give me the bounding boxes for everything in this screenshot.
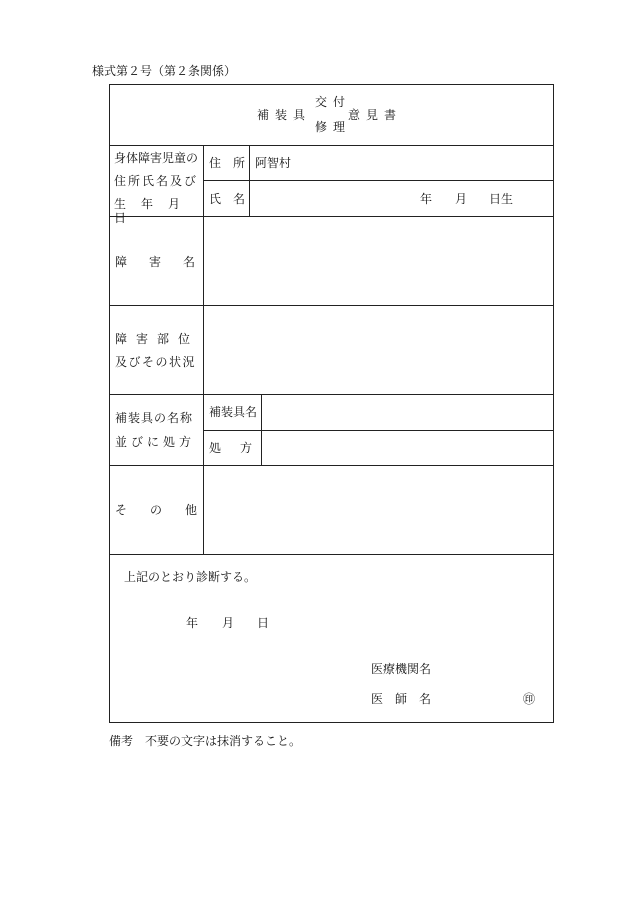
birth-day-label: 日生 — [489, 192, 514, 206]
device-name-field[interactable] — [262, 395, 553, 430]
applicant-label-line1: 身体障害児童の — [114, 151, 199, 165]
other-label: その他 — [115, 503, 221, 517]
disability-name-label: 障害名 — [115, 255, 218, 269]
footer-note: 備考 不要の文字は抹消すること。 — [109, 734, 302, 748]
title-suffix: 意見書 — [348, 108, 403, 122]
cert-month-label: 月 — [222, 616, 235, 630]
form-number: 様式第２号（第２条関係） — [92, 64, 237, 78]
certification-statement: 上記のとおり診断する。 — [124, 570, 257, 584]
title-option-issue: 交付 — [315, 95, 352, 109]
disability-part-label-line2: 及びその状況 — [115, 355, 197, 369]
birth-year-label: 年 — [420, 192, 433, 206]
divider — [109, 145, 554, 146]
applicant-label — [114, 151, 198, 225]
device-name-label: 補装具名 — [209, 405, 258, 419]
disability-part-label-line1: 障害部位 — [115, 332, 200, 346]
cert-day-label: 日 — [257, 616, 270, 630]
disability-part-field[interactable] — [204, 306, 553, 394]
other-field[interactable] — [204, 466, 553, 554]
address-value[interactable]: 阿智村 — [255, 156, 292, 170]
device-label-line1: 補装具の名称 — [115, 411, 194, 425]
form-title — [109, 84, 554, 145]
institution-label: 医療機関名 — [371, 662, 432, 676]
name-label: 氏名 — [209, 192, 258, 206]
prescription-label: 処方 — [209, 441, 272, 455]
birth-month-label: 月 — [455, 192, 468, 206]
doctor-label: 医師名 — [371, 692, 444, 706]
title-prefix: 補装具 — [257, 108, 312, 122]
prescription-field[interactable] — [262, 431, 553, 465]
applicant-label-line2: 住所氏名及び — [114, 174, 199, 188]
disability-name-field[interactable] — [204, 217, 553, 305]
title-option-repair: 修理 — [315, 120, 352, 134]
applicant-label-line3: 生年月日 — [114, 197, 196, 225]
cert-year-label: 年 — [186, 616, 199, 630]
device-label-line2: 並びに処方 — [115, 435, 196, 449]
seal-mark: ㊞ — [523, 692, 536, 706]
address-label: 住所 — [209, 156, 258, 170]
divider — [109, 554, 554, 555]
